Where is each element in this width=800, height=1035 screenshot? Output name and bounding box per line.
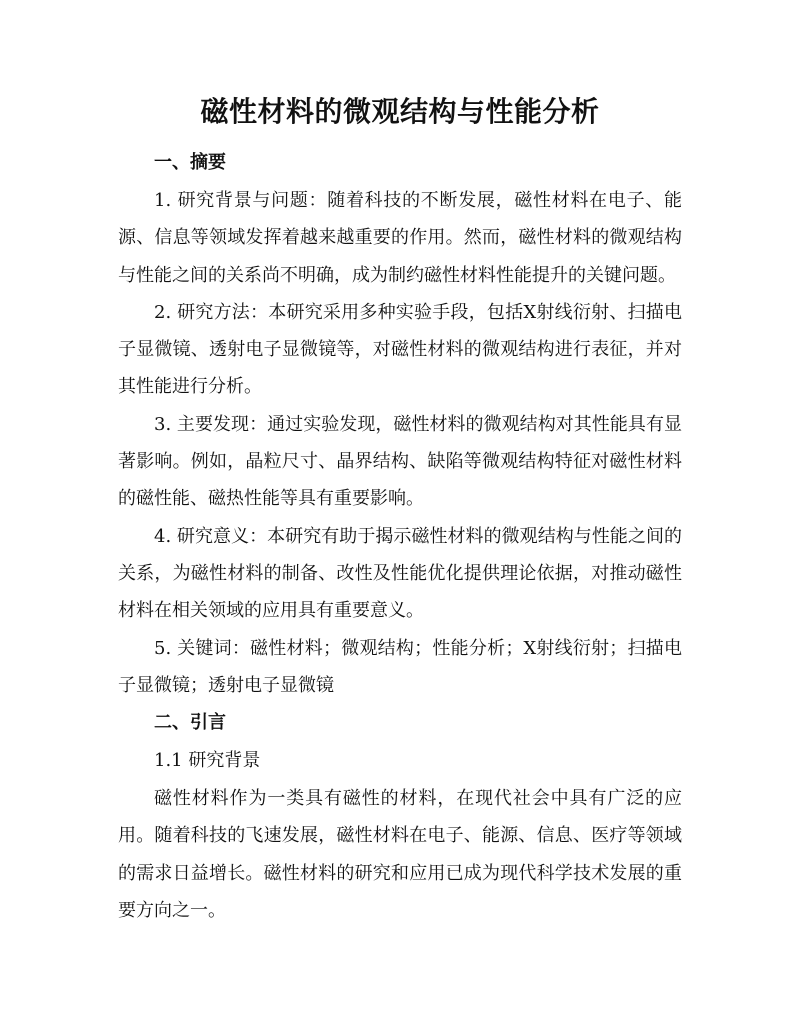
- abstract-paragraph-findings: 3. 主要发现：通过实验发现，磁性材料的微观结构对其性能具有显著影响。例如，晶粒尺寸、晶界结构、缺陷等微观结构特征对磁性材料的磁性能、磁热性能等具有重要影响。: [118, 413, 682, 510]
- abstract-paragraph-methods: 2. 研究方法：本研究采用多种实验手段，包括X射线衍射、扫描电子显微镜、透射电子显微镜等，对磁性材料的微观结构进行表征，并对其性能进行分析。: [118, 301, 682, 398]
- document-title: 磁性材料的微观结构与性能分析: [200, 95, 600, 128]
- section-heading-abstract: 一、摘要: [154, 152, 226, 173]
- introduction-paragraph: 磁性材料作为一类具有磁性的材料，在现代社会中具有广泛的应用。随着科技的飞速发展，磁性材料在电子、能源、信息、医疗等领域的需求日益增长。磁性材料的研究和应用已成为现代科学技术发展的重要方向之一。: [118, 788, 682, 922]
- abstract-paragraph-significance: 4. 研究意义：本研究有助于揭示磁性材料的微观结构与性能之间的关系，为磁性材料的制备、改性及性能优化提供理论依据，对推动磁性材料在相关领域的应用具有重要意义。: [118, 525, 682, 622]
- subsection-heading-background: 1.1 研究背景: [154, 750, 261, 772]
- abstract-paragraph-background: 1. 研究背景与问题：随着科技的不断发展，磁性材料在电子、能源、信息等领域发挥着越来越重要的作用。然而，磁性材料的微观结构与性能之间的关系尚不明确，成为制约磁性材料性能提升的关键问题。: [118, 190, 682, 286]
- document-page: [118, 92, 682, 929]
- abstract-paragraph-keywords: 5. 关键词：磁性材料；微观结构；性能分析；X射线衍射；扫描电子显微镜；透射电子显微镜: [118, 637, 682, 696]
- section-heading-introduction: 二、引言: [154, 712, 226, 734]
